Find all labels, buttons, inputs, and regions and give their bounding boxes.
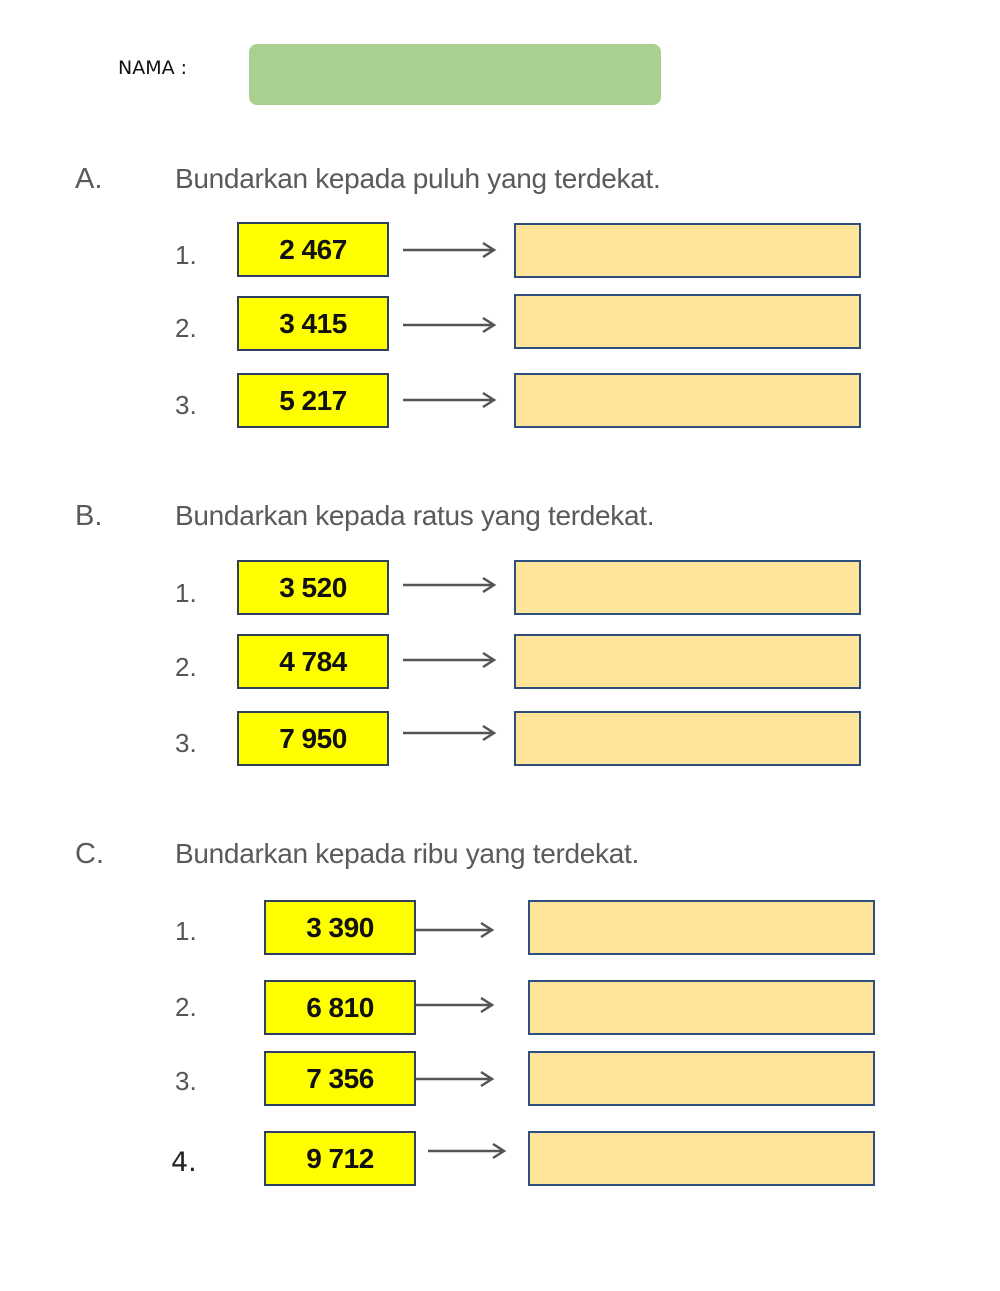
- name-label: NAMA :: [118, 57, 188, 79]
- item-number: 2.: [175, 652, 197, 682]
- answer-box[interactable]: [528, 1051, 875, 1106]
- arrow-right-icon: [428, 1141, 508, 1161]
- answer-box[interactable]: [528, 1131, 875, 1186]
- question-box: 5 217: [237, 373, 389, 428]
- item-number: 1.: [175, 916, 197, 946]
- question-box: 9 712: [264, 1131, 416, 1186]
- question-box: 3 520: [237, 560, 389, 615]
- question-box: 7 356: [264, 1051, 416, 1106]
- item-number: 3.: [175, 390, 197, 420]
- section-b-letter: B.: [75, 500, 103, 532]
- section-a-letter: A.: [75, 163, 103, 195]
- answer-box[interactable]: [514, 560, 861, 615]
- section-b-title: Bundarkan kepada ratus yang terdekat.: [175, 500, 655, 531]
- arrow-right-icon: [403, 240, 498, 260]
- answer-box[interactable]: [514, 634, 861, 689]
- item-number: 2.: [175, 313, 197, 343]
- answer-box[interactable]: [528, 900, 875, 955]
- answer-box[interactable]: [528, 980, 875, 1035]
- question-box: 3 390: [264, 900, 416, 955]
- arrow-right-icon: [403, 315, 498, 335]
- item-number: 4.: [171, 1147, 197, 1178]
- arrow-right-icon: [416, 995, 496, 1015]
- name-input[interactable]: [249, 44, 661, 105]
- question-box: 7 950: [237, 711, 389, 766]
- section-a-title: Bundarkan kepada puluh yang terdekat.: [175, 163, 661, 194]
- answer-box[interactable]: [514, 294, 861, 349]
- arrow-right-icon: [403, 390, 498, 410]
- arrow-right-icon: [403, 650, 498, 670]
- arrow-right-icon: [403, 723, 498, 743]
- question-box: 2 467: [237, 222, 389, 277]
- item-number: 3.: [175, 1066, 197, 1096]
- arrow-right-icon: [403, 575, 498, 595]
- question-box: 3 415: [237, 296, 389, 351]
- question-box: 4 784: [237, 634, 389, 689]
- question-box: 6 810: [264, 980, 416, 1035]
- answer-box[interactable]: [514, 223, 861, 278]
- item-number: 2.: [175, 992, 197, 1022]
- arrow-right-icon: [416, 920, 496, 940]
- item-number: 3.: [175, 728, 197, 758]
- section-c-title: Bundarkan kepada ribu yang terdekat.: [175, 838, 639, 869]
- section-c-letter: C.: [75, 838, 104, 870]
- answer-box[interactable]: [514, 711, 861, 766]
- answer-box[interactable]: [514, 373, 861, 428]
- arrow-right-icon: [416, 1069, 496, 1089]
- item-number: 1.: [175, 578, 197, 608]
- item-number: 1.: [175, 240, 197, 270]
